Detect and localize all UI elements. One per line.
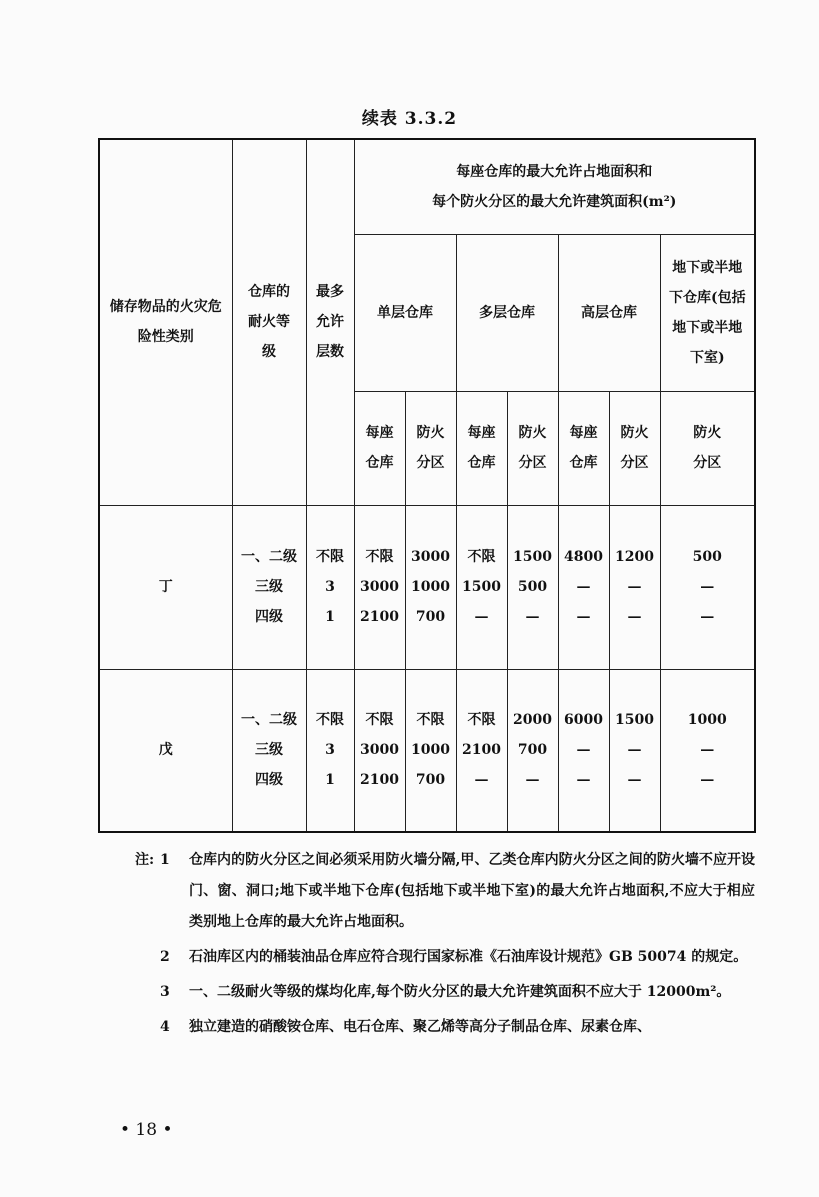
header-high-rise: 高层仓库 — [558, 234, 660, 391]
notes-lead: 注: — [135, 852, 155, 868]
table-cell — [660, 505, 755, 669]
header-fire-rating: 仓库的耐火等级 — [232, 139, 306, 505]
cell-value: 4800 — [564, 549, 603, 565]
cell-value: 3000 — [360, 742, 399, 759]
table-cell — [405, 505, 456, 669]
table-cell — [558, 669, 609, 832]
table-cell — [306, 505, 354, 669]
cell-value: — — [474, 772, 489, 789]
note-text: 仓库内的防火分区之间必须采用防火墙分隔,甲、乙类仓库内防火分区之间的防火墙不应开设门、窗、洞口;地下或半地下仓库(包括地下或半地下室)的最大允许占地面积,不应大于相应类别地上仓库的最大允许占地面积。 — [189, 852, 755, 930]
header-single-floor: 单层仓库 — [354, 234, 456, 391]
cell-value: 四级 — [255, 609, 283, 625]
table-cell — [405, 669, 456, 832]
cell-value: 1200 — [615, 549, 654, 565]
cell-value: — — [627, 772, 642, 789]
note-text: 一、二级耐火等级的煤均化库,每个防火分区的最大允许建筑面积不应大于 12000m²。 — [189, 984, 731, 1000]
note-item — [135, 845, 755, 938]
page-number: • 18 • — [120, 1120, 173, 1140]
table-cell — [306, 669, 354, 832]
note-item — [135, 942, 755, 973]
cell-value: 不限 — [316, 549, 344, 565]
note-item — [135, 1012, 755, 1043]
notes-section — [135, 845, 755, 1043]
table-cell — [232, 669, 306, 832]
note-number: 2 — [160, 949, 170, 965]
cell-value: 700 — [415, 772, 446, 789]
header-category: 储存物品的火灾危险性类别 — [99, 139, 232, 505]
area-header-line1: 每座仓库的最大允许占地面积和 — [456, 163, 653, 180]
cell-value: — — [525, 772, 540, 789]
cell-value: 不限 — [316, 712, 344, 729]
cell-value: 不限 — [365, 712, 394, 729]
row-category: 戊 — [99, 669, 232, 832]
note-item — [135, 977, 755, 1008]
table-cell — [609, 669, 660, 832]
table-cell — [354, 669, 405, 832]
cell-value: 四级 — [255, 772, 283, 789]
header-max-floors: 最多允许层数 — [306, 139, 354, 505]
header-multi-floor: 多层仓库 — [456, 234, 558, 391]
cell-value: — — [474, 609, 489, 625]
cell-value: 不限 — [467, 712, 496, 729]
cell-value: — — [627, 742, 642, 759]
header-fire-compartment: 防火分区 — [405, 391, 456, 505]
note-text: 独立建造的硝酸铵仓库、电石仓库、聚乙烯等高分子制品仓库、尿素仓库、 — [189, 1019, 651, 1035]
cell-value: — — [576, 579, 591, 595]
cell-value: 不限 — [416, 712, 445, 729]
cell-value: 1000 — [411, 742, 450, 759]
header-fire-compartment: 防火分区 — [660, 391, 755, 505]
note-text: 石油库区内的桶装油品仓库应符合现行国家标准《石油库设计规范》GB 50074 的规定。 — [189, 949, 748, 965]
cell-value: 500 — [692, 549, 722, 565]
cell-value: 2100 — [462, 742, 501, 759]
cell-value: 2100 — [360, 609, 399, 625]
cell-value: 三级 — [255, 579, 283, 595]
note-number: 4 — [160, 1019, 170, 1035]
note-number: 3 — [160, 984, 170, 1000]
cell-value: 1500 — [615, 712, 654, 729]
table-cell — [232, 505, 306, 669]
header-per-warehouse: 每座仓库 — [354, 391, 405, 505]
cell-value: — — [700, 609, 715, 625]
area-header-line2: 每个防火分区的最大允许建筑面积(m²) — [432, 193, 677, 210]
cell-value: 不限 — [467, 549, 496, 565]
note-number: 1 — [160, 852, 170, 868]
header-per-warehouse: 每座仓库 — [456, 391, 507, 505]
cell-value: — — [627, 579, 642, 595]
cell-value: — — [525, 609, 540, 625]
cell-value: 1500 — [462, 579, 501, 595]
cell-value: — — [700, 772, 715, 789]
cell-value: 3000 — [411, 549, 450, 565]
row-category: 丁 — [99, 505, 232, 669]
cell-value: 1000 — [411, 579, 450, 595]
cell-value: 2000 — [513, 712, 552, 729]
cell-value: 3000 — [360, 579, 399, 595]
table-cell — [507, 669, 558, 832]
cell-value: 1500 — [513, 549, 552, 565]
fire-area-table — [98, 138, 756, 833]
cell-value: — — [576, 609, 591, 625]
header-per-warehouse: 每座仓库 — [558, 391, 609, 505]
cell-value: — — [700, 742, 715, 759]
cell-value: 2100 — [360, 772, 399, 789]
table-cell — [507, 505, 558, 669]
table-row — [99, 505, 755, 669]
cell-value: 一、二级 — [241, 549, 297, 565]
cell-value: 1000 — [687, 712, 727, 729]
cell-value: 三级 — [255, 742, 283, 759]
cell-value: 3 — [325, 742, 335, 759]
table-cell — [558, 505, 609, 669]
table-cell — [456, 669, 507, 832]
table-cell — [609, 505, 660, 669]
header-fire-compartment: 防火分区 — [507, 391, 558, 505]
cell-value: 不限 — [365, 549, 394, 565]
table-cell — [354, 505, 405, 669]
cell-value: 6000 — [564, 712, 603, 729]
table-row — [99, 669, 755, 832]
header-area-group — [354, 139, 755, 234]
cell-value: — — [627, 609, 642, 625]
header-basement: 地下或半地下仓库(包括地下或半地下室) — [660, 234, 755, 391]
cell-value: 700 — [415, 609, 446, 625]
cell-value: — — [576, 742, 591, 759]
cell-value: 一、二级 — [241, 712, 297, 729]
table-cell — [660, 669, 755, 832]
cell-value: 1 — [325, 772, 335, 789]
cell-value: 3 — [325, 579, 335, 595]
table-title: 续表 3.3.2 — [361, 109, 458, 129]
cell-value: 1 — [325, 609, 335, 625]
cell-value: — — [576, 772, 591, 789]
cell-value: 500 — [517, 579, 548, 595]
header-fire-compartment: 防火分区 — [609, 391, 660, 505]
cell-value: — — [700, 579, 715, 595]
table-cell — [456, 505, 507, 669]
cell-value: 700 — [517, 742, 548, 759]
